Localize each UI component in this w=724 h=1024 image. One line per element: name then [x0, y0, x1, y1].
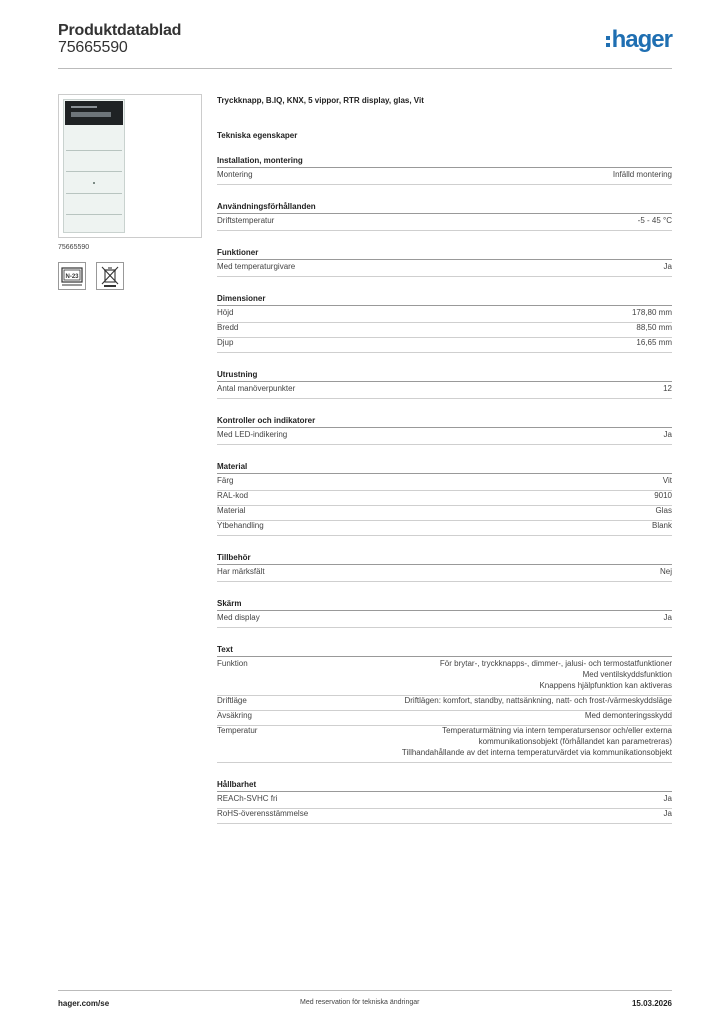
spec-row-value-line: Ja — [663, 613, 672, 622]
product-name: Tryckknapp, B.IQ, KNX, 5 vippor, RTR display, glas, Vit — [217, 96, 424, 105]
spec-row-value — [632, 307, 672, 318]
spec-row-value — [636, 337, 672, 348]
spec-row-value — [654, 490, 672, 501]
section-divider — [217, 259, 672, 260]
row-divider — [217, 505, 672, 506]
section-title: Skärm — [217, 599, 242, 608]
spec-row-value — [664, 429, 672, 440]
spec-row-value — [660, 566, 672, 577]
section-divider — [217, 564, 672, 565]
spec-row-label: Har märksfält — [217, 567, 265, 576]
section-title: Installation, montering — [217, 156, 303, 165]
spec-row-value-line: 88,50 mm — [636, 323, 672, 332]
logo-text: hager — [611, 26, 672, 53]
spec-row-value-line: Knappens hjälpfunktion kan aktiveras — [539, 681, 672, 690]
row-divider — [217, 490, 672, 491]
spec-row-value-line: Ja — [663, 262, 672, 271]
spec-row-value — [664, 261, 672, 272]
section-divider — [217, 473, 672, 474]
spec-row-label: Temperatur — [217, 726, 258, 735]
section-divider — [217, 656, 672, 657]
section-title: Material — [217, 462, 248, 471]
section-title: Tillbehör — [217, 553, 251, 562]
row-divider — [217, 520, 672, 521]
spec-row-value-line: 178,80 mm — [631, 308, 672, 317]
footer-divider — [58, 990, 672, 991]
spec-row-value-line: kommunikationsobjekt (förhållandet kan parametreras) — [478, 737, 672, 746]
svg-text:N-23: N-23 — [65, 274, 79, 280]
section-divider — [217, 427, 672, 428]
row-divider — [217, 627, 672, 628]
section-divider — [217, 167, 672, 168]
spec-row-value-line: -5 - 45 °C — [637, 216, 672, 225]
spec-row-value-line: Vit — [662, 476, 672, 485]
spec-row-value-line: Driftlägen: komfort, standby, nattsänkning, natt- och frost-/värmeskyddsläge — [404, 696, 672, 705]
section-title: Kontroller och indikatorer — [217, 416, 316, 425]
section-title: Utrustning — [217, 370, 258, 379]
row-divider — [217, 398, 672, 399]
spec-row-value — [663, 475, 672, 486]
device-led — [93, 182, 95, 184]
spec-row-value-line: 16,65 mm — [636, 338, 672, 347]
section-title: Hållbarhet — [217, 780, 257, 789]
footer-date: 15.03.2026 — [631, 999, 672, 1008]
row-divider — [217, 322, 672, 323]
section-divider — [217, 213, 672, 214]
spec-row-label: Funktion — [217, 659, 248, 668]
spec-row-value — [585, 710, 672, 721]
spec-row-label: Höjd — [217, 308, 234, 317]
spec-row-value — [440, 658, 672, 691]
spec-row-label: Ytbehandling — [217, 521, 264, 530]
spec-row-value-line: Nej — [659, 567, 672, 576]
row-divider — [217, 184, 672, 185]
spec-row-value-line: Ja — [663, 809, 672, 818]
section-divider — [217, 791, 672, 792]
weee-bin-icon — [96, 262, 124, 290]
spec-heading: Tekniska egenskaper — [217, 131, 298, 140]
spec-row-label: Bredd — [217, 323, 239, 332]
spec-row-label: RAL-kod — [217, 491, 249, 500]
section-divider — [217, 305, 672, 306]
spec-row-value — [664, 612, 672, 623]
spec-row-label: Avsäkring — [217, 711, 252, 720]
product-number: 75665590 — [58, 39, 128, 56]
spec-row-value — [652, 520, 672, 531]
footer-notice: Med reservation för tekniska ändringar — [300, 999, 420, 1006]
spec-row-value — [663, 383, 672, 394]
spec-row-label: REACh-SVHC fri — [217, 794, 278, 803]
spec-row-value — [664, 793, 672, 804]
header-divider — [58, 68, 672, 69]
spec-row-label: RoHS-överensstämmelse — [217, 809, 309, 818]
spec-row-value-line: 12 — [663, 384, 672, 393]
spec-row-label: Material — [217, 506, 246, 515]
section-title: Text — [217, 645, 233, 654]
row-divider — [217, 581, 672, 582]
spec-row-label: Med display — [217, 613, 260, 622]
hager-logo — [606, 28, 672, 52]
spec-row-value — [404, 695, 672, 706]
row-divider — [217, 352, 672, 353]
spec-row-value-line: Temperaturmätning via intern temperatursensor och/eller externa — [442, 726, 672, 735]
device-display — [65, 101, 123, 125]
section-title: Funktioner — [217, 248, 259, 257]
row-divider — [217, 230, 672, 231]
spec-row-value — [636, 322, 672, 333]
spec-row-label: Montering — [217, 170, 253, 179]
spec-row-value-line: Blank — [651, 521, 672, 530]
section-title: Dimensioner — [217, 294, 266, 303]
row-divider — [217, 444, 672, 445]
section-title: Användningsförhållanden — [217, 202, 316, 211]
row-divider — [217, 276, 672, 277]
spec-row-label: Med LED-indikering — [217, 430, 288, 439]
spec-row-label: Djup — [217, 338, 234, 347]
logo-dots-icon — [606, 36, 610, 47]
spec-row-value-line: Glas — [655, 506, 672, 515]
spec-row-value — [402, 725, 672, 758]
row-divider — [217, 762, 672, 763]
section-divider — [217, 610, 672, 611]
spec-row-value-line: Med ventilskyddsfunktion — [582, 670, 672, 679]
section-divider — [217, 381, 672, 382]
spec-row-label: Driftstemperatur — [217, 216, 275, 225]
spec-row-value — [613, 169, 672, 180]
spec-row-label: Med temperaturgivare — [217, 262, 296, 271]
page-title: Produktdatablad — [58, 22, 182, 39]
spec-row-value-line: För brytar-, tryckknapps-, dimmer-, jalusi- och termostatfunktioner — [439, 659, 672, 668]
product-image — [58, 94, 202, 238]
image-caption: 75665590 — [58, 244, 90, 251]
row-divider — [217, 535, 672, 536]
spec-row-label: Driftläge — [217, 696, 247, 705]
row-divider — [217, 823, 672, 824]
push-button-device-illustration — [63, 99, 125, 233]
spec-row-value-line: 9010 — [654, 491, 672, 500]
spec-row-value-line: Ja — [663, 794, 672, 803]
spec-row-value — [664, 808, 672, 819]
spec-row-label: Färg — [217, 476, 234, 485]
spec-row-value-line: Infälld montering — [612, 170, 672, 179]
spec-row-value-line: Tillhandahållande av det interna temperaturvärdet via kommunikationsobjekt — [401, 748, 672, 757]
spec-row-value — [638, 215, 672, 226]
footer-website-link[interactable]: hager.com/se — [58, 999, 110, 1008]
spec-row-value — [656, 505, 672, 516]
knx-certification-icon — [58, 262, 86, 290]
spec-row-label: Antal manöverpunkter — [217, 384, 296, 393]
spec-row-value-line: Med demonteringsskydd — [584, 711, 672, 720]
spec-row-value-line: Ja — [663, 430, 672, 439]
row-divider — [217, 337, 672, 338]
